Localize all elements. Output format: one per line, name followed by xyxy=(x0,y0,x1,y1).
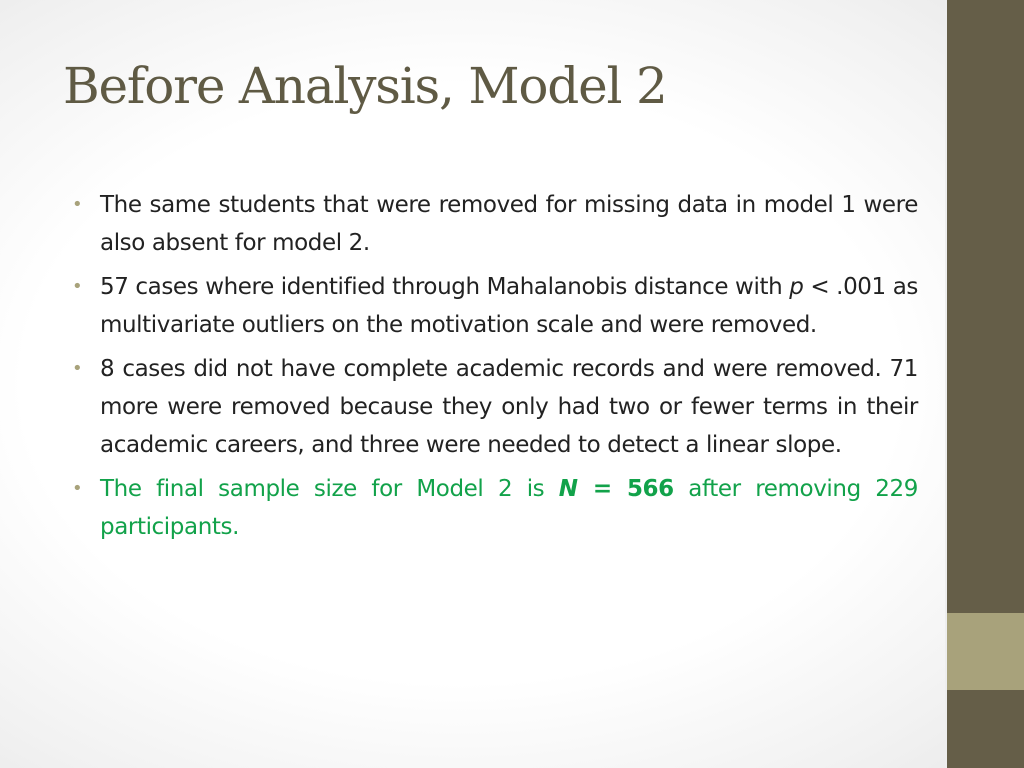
bullet-text: 8 cases did not have complete academic records and were removed. 71 more were removed because they only had two or fewer terms in their academic careers, and three were needed to detect a linear slope. xyxy=(100,356,918,458)
sample-size-value: = 566 xyxy=(577,476,674,502)
sidebar-accent-block xyxy=(947,613,1024,690)
bullet-marker: • xyxy=(72,194,83,215)
bullet-marker: • xyxy=(72,358,83,379)
slide-title: Before Analysis, Model 2 xyxy=(63,57,667,115)
bullet-text: The same students that were removed for missing data in model 1 were also absent for model 2. xyxy=(100,192,918,256)
bullet-text-end: after removing 229 participants. xyxy=(100,476,919,540)
sample-size-symbol: N xyxy=(558,476,578,502)
bullet-marker: • xyxy=(72,478,83,499)
bullet-item-1 xyxy=(72,186,918,262)
bullet-item-3 xyxy=(72,350,918,464)
sidebar-bar xyxy=(947,0,1024,768)
p-value-symbol: p xyxy=(789,274,804,300)
bullet-text-end: < .001 as multivariate outliers on the motivation scale and were removed. xyxy=(100,274,918,338)
bullet-item-4 xyxy=(72,470,919,546)
bullet-item-2 xyxy=(72,268,918,344)
bullet-text-start: The final sample size for Model 2 is xyxy=(100,476,559,502)
bullet-marker: • xyxy=(72,276,83,297)
bullet-list xyxy=(72,186,919,552)
bullet-text-start: 57 cases where identified through Mahalanobis distance with xyxy=(100,274,790,300)
